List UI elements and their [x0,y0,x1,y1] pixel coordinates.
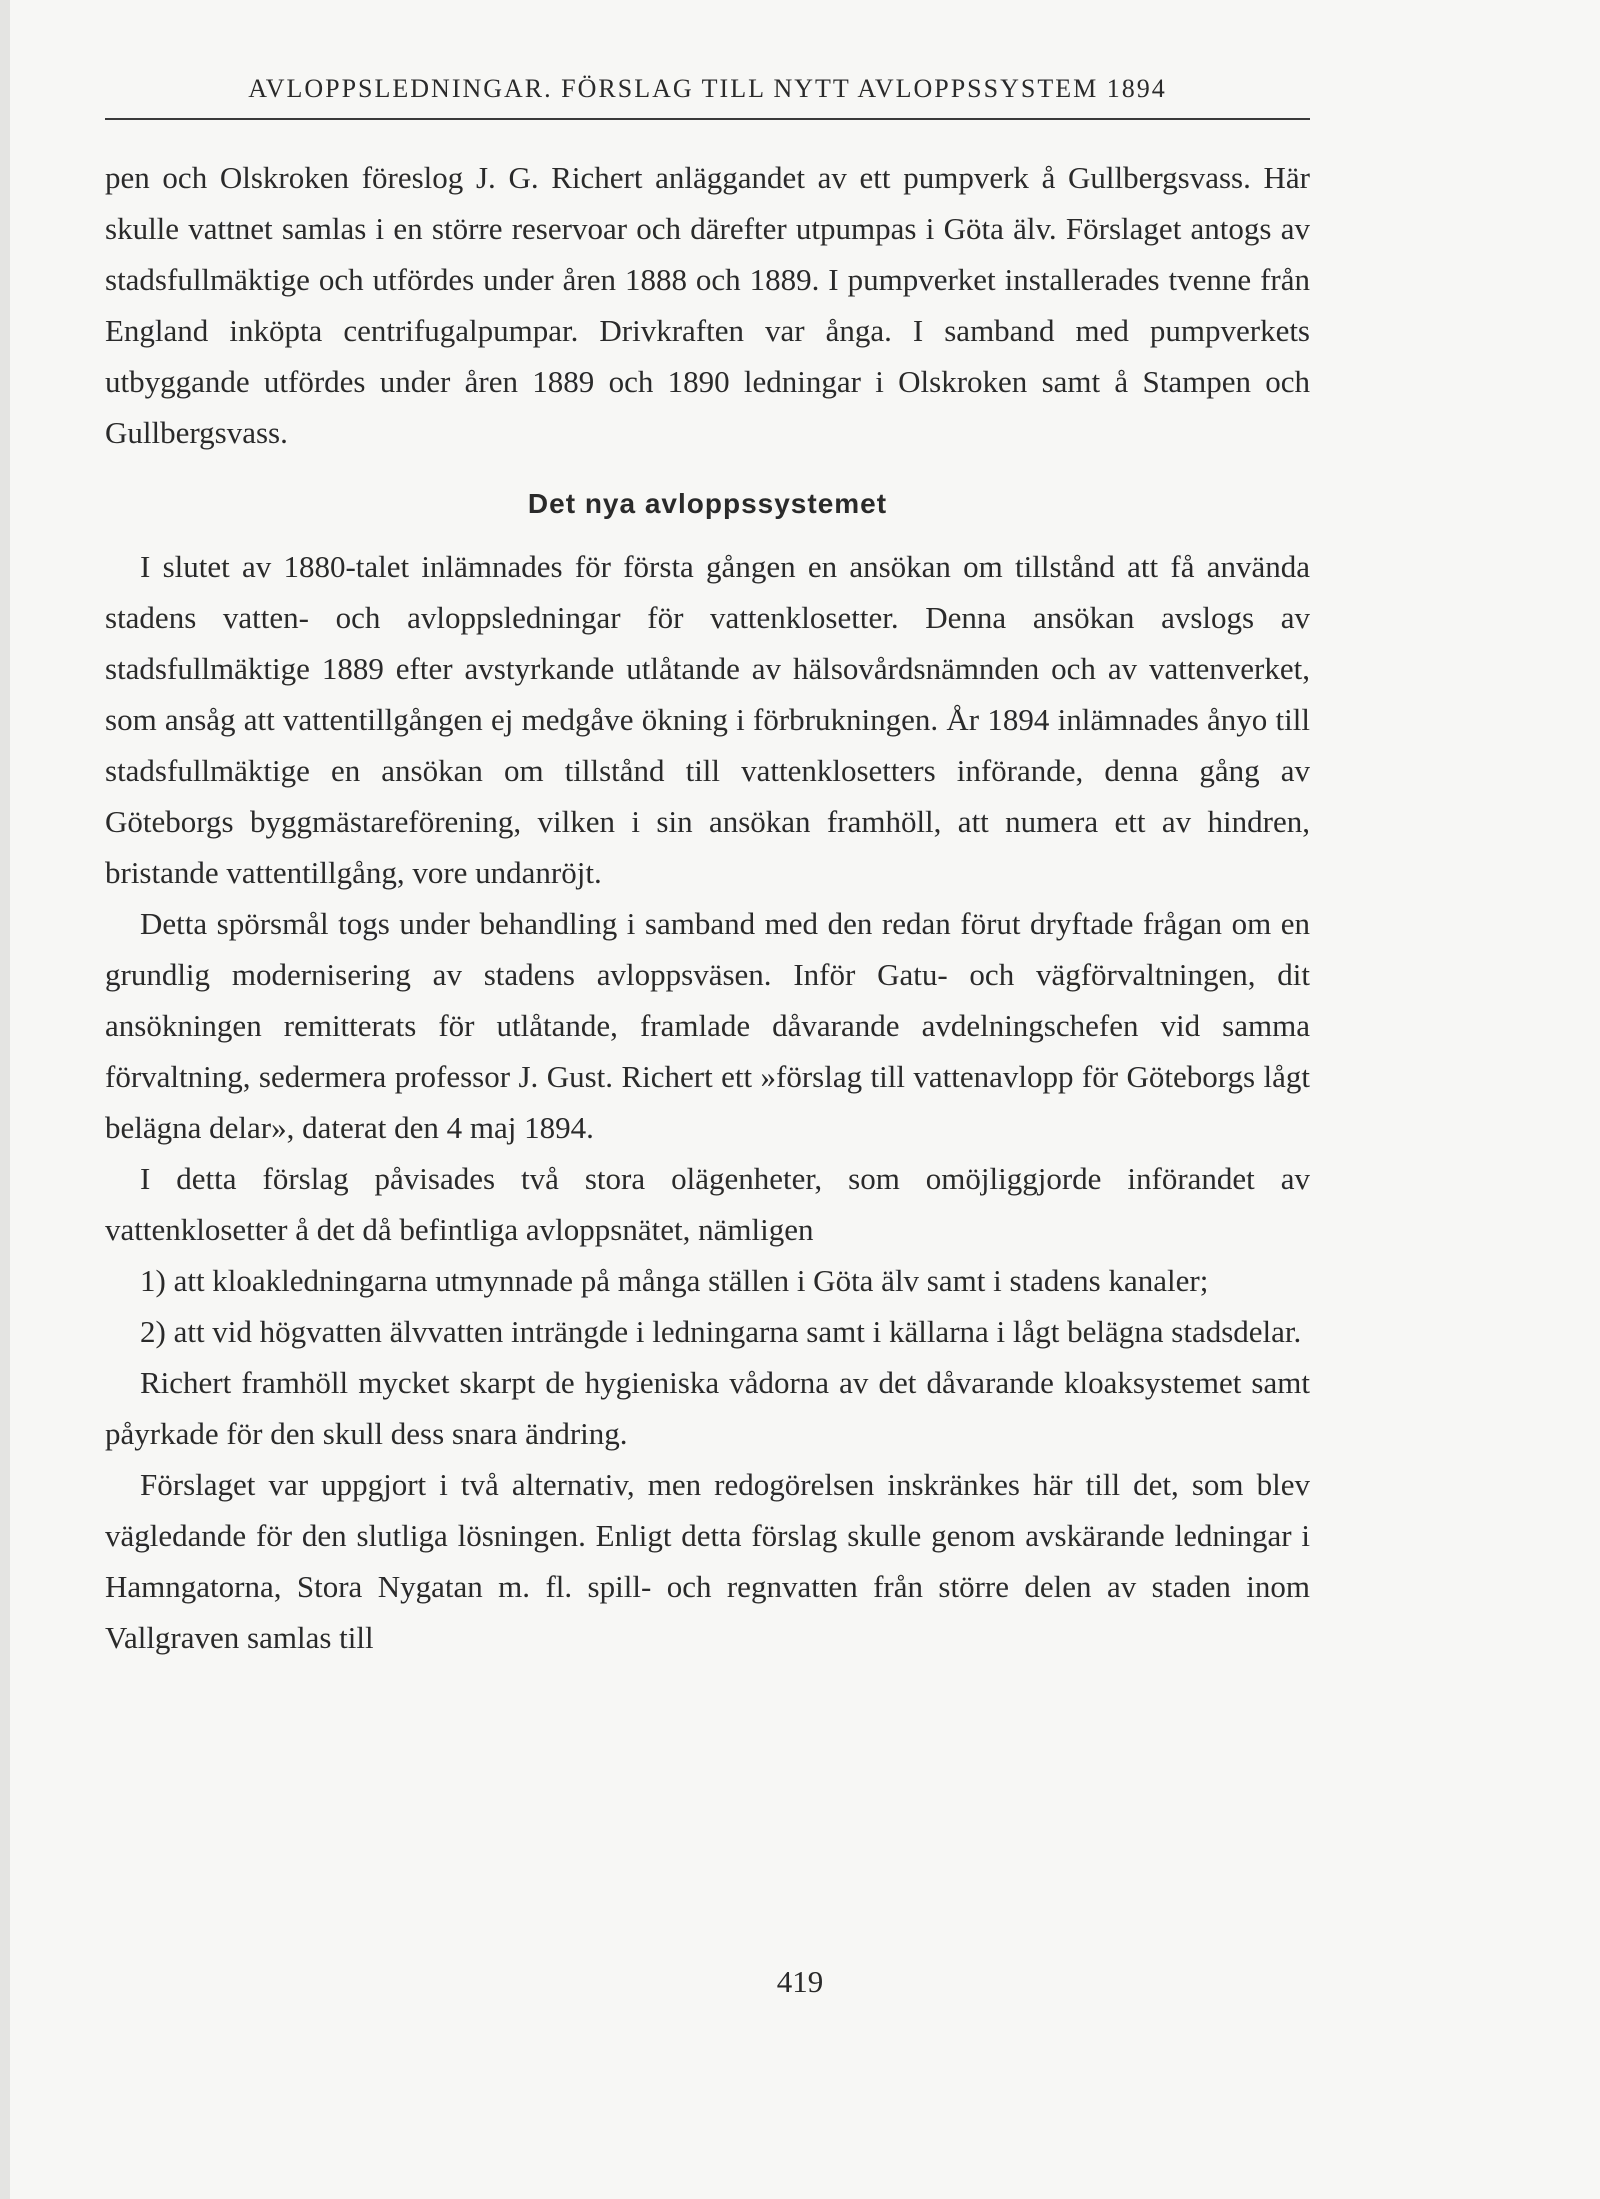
paragraph-continuation: pen och Olskroken föreslog J. G. Richert anläggandet av ett pumpverk å Gullbergsvass. Här skulle vattnet samlas i en större reservoar och därefter utpumpas i Göta älv. Förslaget antogs av stadsfullmäktige och utfördes under åren 1888 och 1889. I pumpverket installerades tvenne från England inköpta centrifugalpumpar. Drivkraften var ånga. I samband med pumpverkets utbyggande utfördes under åren 1889 och 1890 ledningar i Olskroken samt å Stampen och Gullbergsvass. [105,160,1310,450]
running-header [105,74,1310,120]
paragraph: Förslaget var uppgjort i två alternativ, men redogörelsen inskränkes här till det, som blev vägledande för den slutliga lösningen. Enligt detta förslag skulle genom avskärande ledningar i Hamngatorna, Stora Nygatan m. fl. spill- och regnvatten från större delen av staden inom Vallgraven samlas till [105,1467,1310,1655]
body-text [105,152,1310,1663]
list-item: 1) att kloakledningarna utmynnade på många ställen i Göta älv samt i stadens kanaler; [140,1263,1209,1298]
paragraph: Richert framhöll mycket skarpt de hygieniska vådorna av det dåvarande kloaksystemet samt påyrkade för den skull dess snara ändring. [105,1365,1310,1451]
section-heading: Det nya avloppssystemet [527,488,888,519]
running-title: AVLOPPSLEDNINGAR. FÖRSLAG TILL NYTT AVLOPPSSYSTEM 1894 [248,74,1167,103]
paragraph: I slutet av 1880-talet inlämnades för första gången en ansökan om tillstånd att få använda stadens vatten- och avloppsledningar för vattenklosetter. Denna ansökan avslogs av stadsfullmäktige 1889 efter avstyrkande utlåtande av hälsovårdsnämnden och av vattenverket, som ansåg att vattentillgången ej medgåve ökning i förbrukningen. År 1894 inlämnades ånyo till stadsfullmäktige en ansökan om tillstånd till vattenklosetters införande, denna gång av Göteborgs byggmästareförening, vilken i sin ansökan framhöll, att numera ett av hindren, bristande vattentillgång, vore undanröjt. [105,549,1310,890]
list-item: 2) att vid högvatten älvvatten inträngde i ledningarna samt i källarna i lågt belägna stadsdelar. [140,1314,1302,1349]
page-binding-edge [0,0,10,2199]
page-number: 419 [776,1964,824,1999]
paragraph: I detta förslag påvisades två stora olägenheter, som omöjliggjorde införandet av vattenklosetter å det då befintliga avloppsnätet, nämligen [105,1161,1310,1247]
paragraph: Detta spörsmål togs under behandling i samband med den redan förut dryftade frågan om en grundlig modernisering av stadens avloppsväsen. Inför Gatu- och vägförvaltningen, dit ansökningen remitterats för utlåtande, framlade dåvarande avdelningschefen vid samma förvaltning, sedermera professor J. Gust. Richert ett »förslag till vattenavlopp för Göteborgs lågt belägna delar», daterat den 4 maj 1894. [105,906,1310,1145]
